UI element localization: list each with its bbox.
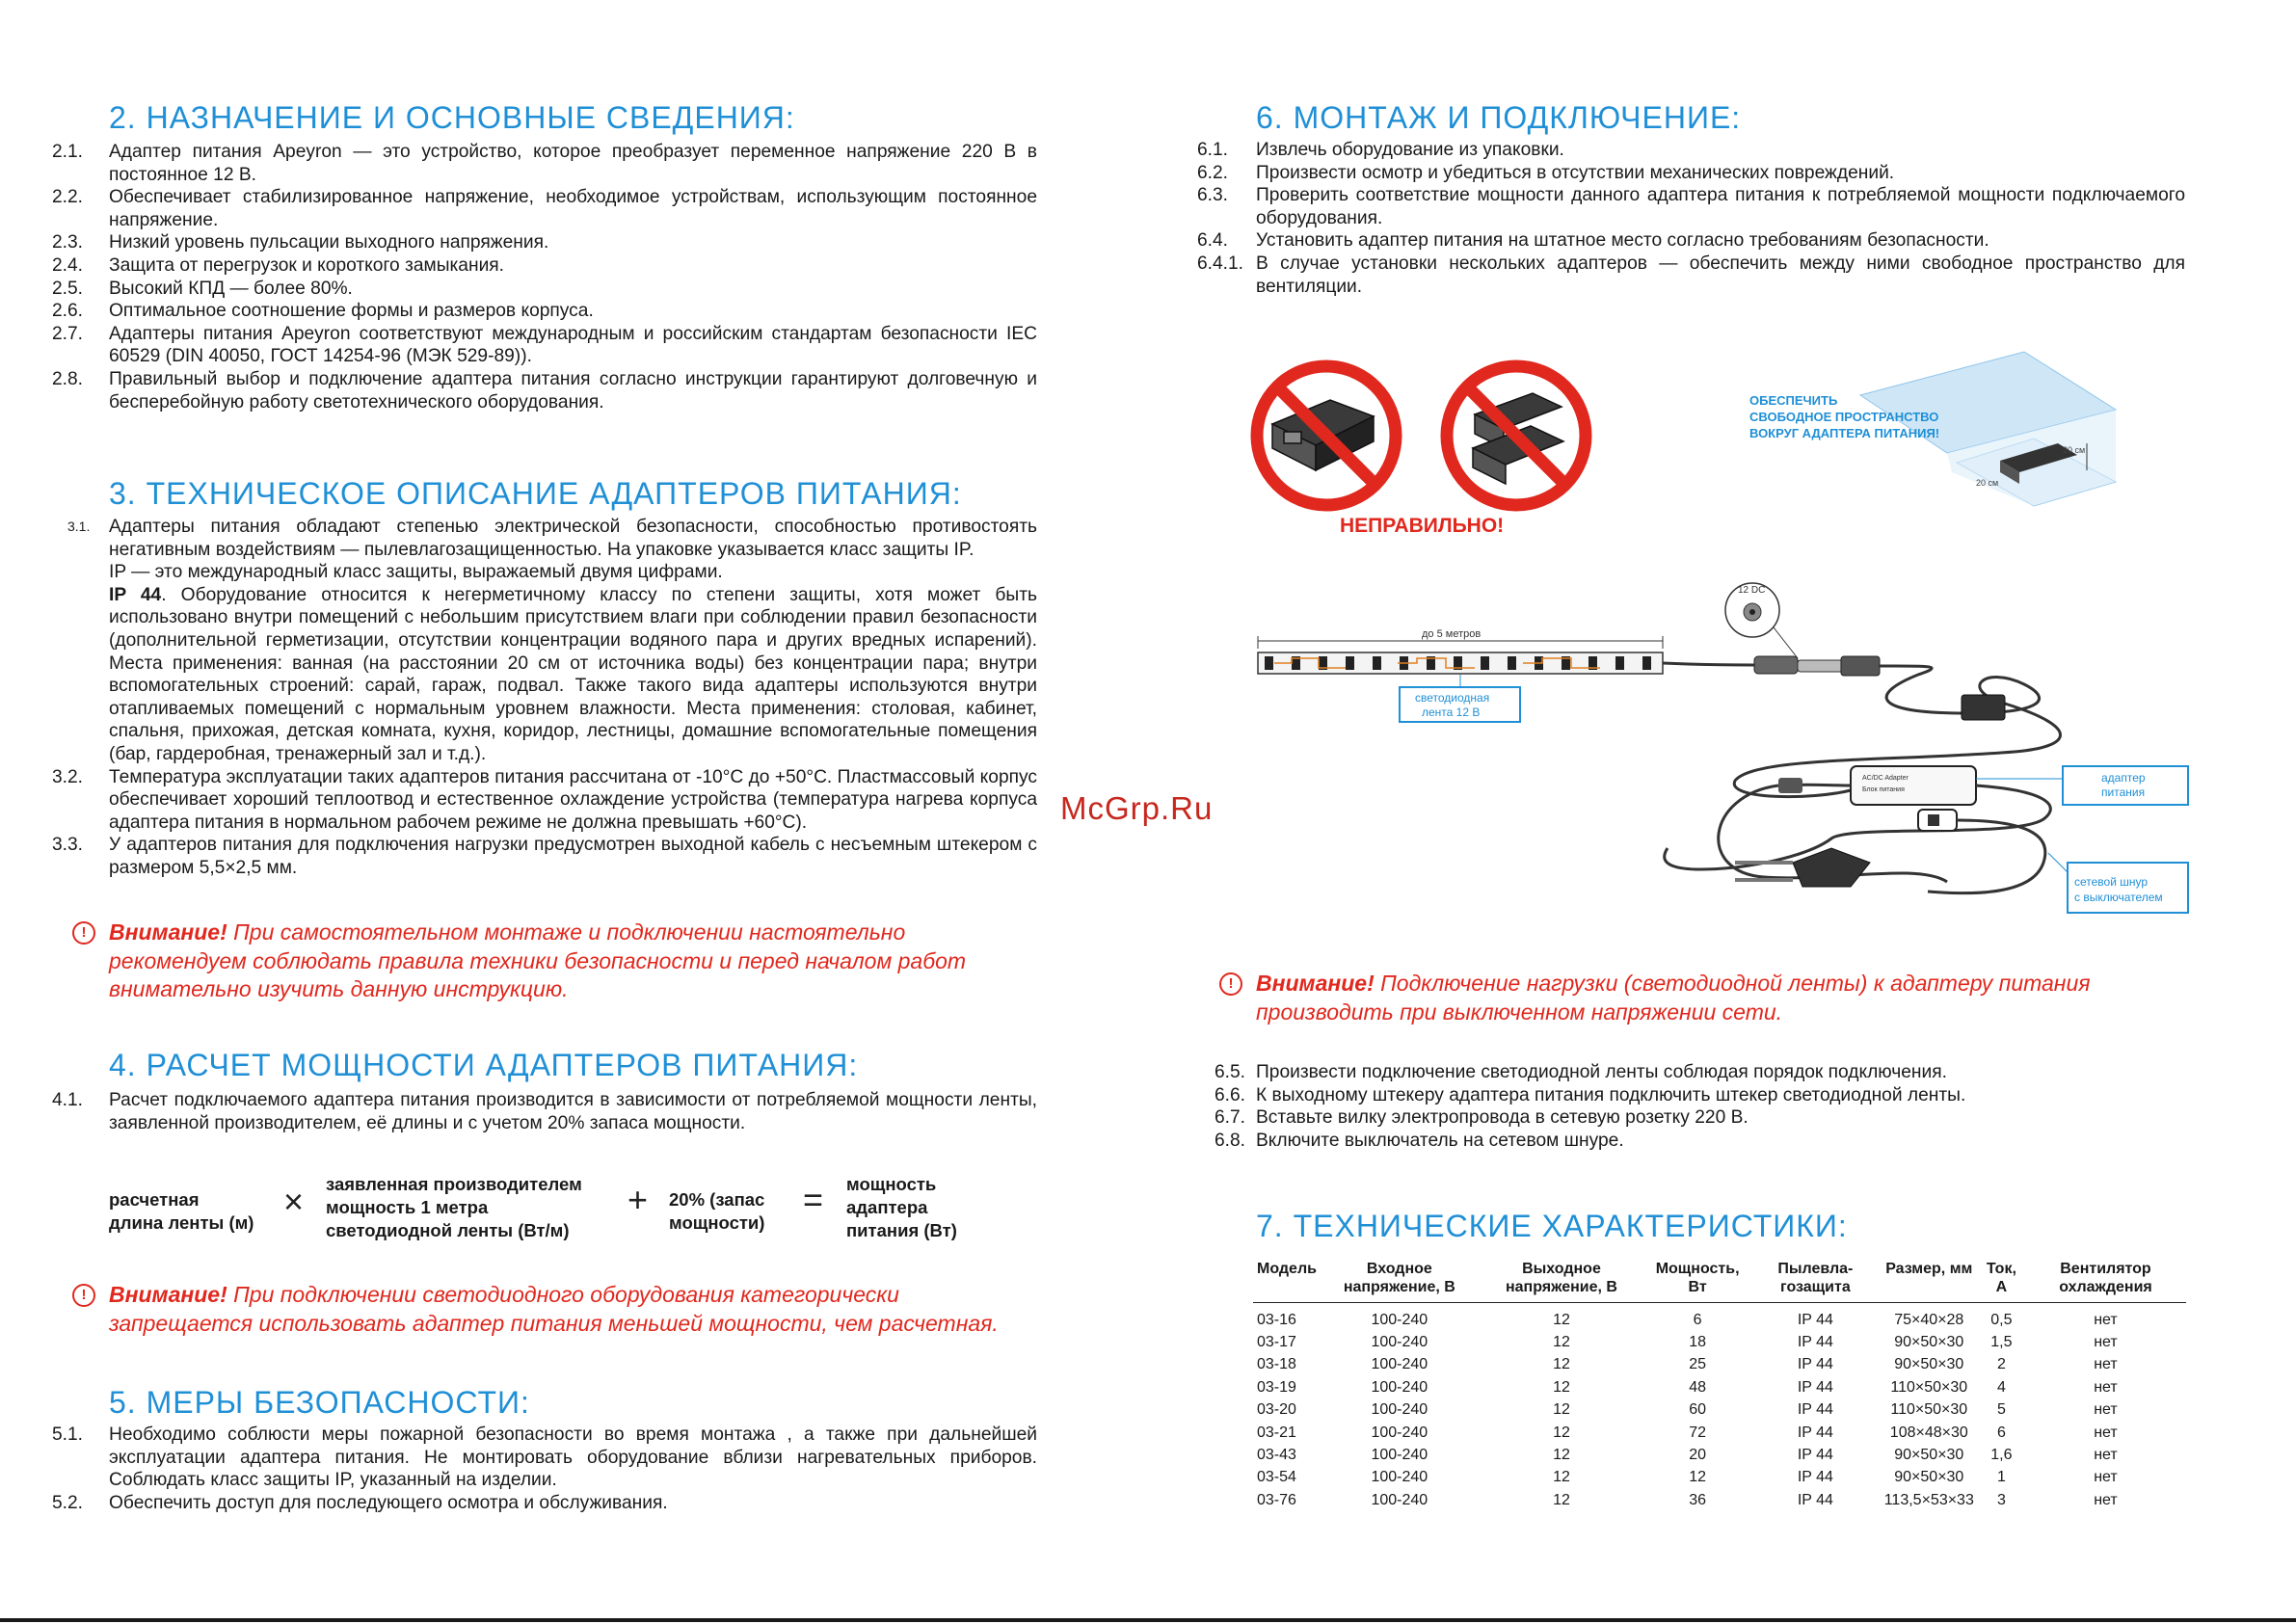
table-cell: 100-240 bbox=[1371, 1424, 1428, 1441]
section-4-title: 4. РАСЧЕТ МОЩНОСТИ АДАПТЕРОВ ПИТАНИЯ: bbox=[109, 1048, 859, 1082]
item-number: 3.1. bbox=[67, 519, 91, 534]
list-item bbox=[52, 766, 1037, 835]
list-item bbox=[52, 231, 1037, 254]
formula-power-per-meter bbox=[326, 1173, 615, 1242]
led-strip-label: лента 12 В bbox=[1422, 706, 1481, 719]
table-cell: 03-21 bbox=[1257, 1424, 1296, 1441]
table-cell: 110×50×30 bbox=[1890, 1401, 1968, 1419]
table-cell: 113,5×53×33 bbox=[1883, 1491, 1974, 1508]
strip-length-label: до 5 метров bbox=[1422, 628, 1482, 640]
table-header-cell: Мощность, Вт bbox=[1644, 1260, 1750, 1303]
item-text: Проверить соответствие мощности данного адаптера питания к потребляемой мощности подключаемого оборудования. bbox=[1256, 185, 2185, 228]
adapter-body bbox=[1851, 766, 1976, 805]
page-bottom-border bbox=[0, 1618, 2296, 1622]
table-row bbox=[1253, 1467, 2186, 1489]
cord-label: сетевой шнур bbox=[2074, 875, 2149, 889]
adapter-label: адаптер bbox=[2101, 771, 2146, 785]
section-5-list bbox=[52, 1424, 1037, 1514]
table-cell: 03-54 bbox=[1257, 1469, 1296, 1486]
prohibited-icon bbox=[1257, 366, 1396, 505]
wrong-label: НЕПРАВИЛЬНО! bbox=[1340, 515, 1505, 537]
list-item bbox=[52, 1424, 1037, 1492]
table-cell: 100-240 bbox=[1371, 1311, 1428, 1328]
section-2-title: 2. НАЗНАЧЕНИЕ И ОСНОВНЫЕ СВЕДЕНИЯ: bbox=[109, 100, 795, 135]
table-cell: 0,5 bbox=[1990, 1311, 2013, 1328]
item-text: Расчет подключаемого адаптера питания производится в зависимости от потребляемой мощности ленты, заявленной производителем, её длины и с учетом 20% запаса мощности. bbox=[109, 1090, 1037, 1133]
formula-text: питания (Вт) bbox=[846, 1220, 957, 1240]
wrong-mounting-illustration bbox=[1243, 357, 1610, 549]
table-row bbox=[1253, 1444, 2186, 1466]
warning-label: Внимание! bbox=[109, 919, 227, 945]
table-cell: 12 bbox=[1553, 1424, 1570, 1441]
list-item bbox=[1197, 162, 2185, 185]
formula-result bbox=[846, 1173, 1001, 1242]
warning-label: Внимание! bbox=[109, 1282, 227, 1307]
table-cell: нет bbox=[2094, 1356, 2118, 1373]
table-cell: 90×50×30 bbox=[1894, 1447, 1964, 1464]
table-cell: нет bbox=[2094, 1378, 2118, 1396]
table-cell: 3 bbox=[1996, 1491, 2006, 1508]
item-number: 2.7. bbox=[52, 323, 84, 344]
list-item bbox=[1215, 1084, 2183, 1107]
table-cell: 100-240 bbox=[1371, 1469, 1428, 1486]
formula-text: длина ленты (м) bbox=[109, 1212, 254, 1233]
formula-reserve bbox=[669, 1188, 794, 1235]
item-number: 3.3. bbox=[52, 835, 84, 856]
free-space-label: ВОКРУГ АДАПТЕРА ПИТАНИЯ! bbox=[1749, 426, 1940, 440]
table-cell: IP 44 bbox=[1797, 1491, 1833, 1508]
item-number: 6.7. bbox=[1215, 1107, 1246, 1129]
table-cell: 1,5 bbox=[1990, 1334, 2013, 1351]
item-text: К выходному штекеру адаптера питания подключить штекер светодиодной ленты. bbox=[1256, 1084, 1966, 1105]
table-cell: 25 bbox=[1689, 1356, 1706, 1373]
table-header-cell: Входное напряжение, В bbox=[1321, 1260, 1479, 1303]
item-number: 4.1. bbox=[52, 1090, 84, 1110]
table-header-cell: Ток, А bbox=[1978, 1260, 2025, 1303]
table-cell: 90×50×30 bbox=[1894, 1469, 1964, 1486]
adapter-body-text: AC/DC Adapter bbox=[1862, 775, 1909, 782]
table-cell: 18 bbox=[1689, 1334, 1706, 1351]
table-row bbox=[1253, 1489, 2186, 1511]
table-cell: 12 bbox=[1553, 1401, 1570, 1419]
watermark: McGrp.Ru bbox=[1060, 790, 1214, 826]
table-row bbox=[1253, 1376, 2186, 1398]
list-item bbox=[52, 300, 1037, 323]
item-text: Оптимальное соотношение формы и размеров корпуса. bbox=[109, 301, 594, 322]
list-item bbox=[1197, 139, 2185, 162]
table-cell: 100-240 bbox=[1371, 1378, 1428, 1396]
section-3-list bbox=[52, 516, 1037, 880]
item-text: Правильный выбор и подключение адаптера питания согласно инструкции гарантируют долговечную и бесперебойную работу светотехнического оборудования. bbox=[109, 368, 1037, 413]
formula-text: заявленная производителем bbox=[326, 1174, 582, 1194]
table-cell: 12 bbox=[1689, 1469, 1706, 1486]
free-space-illustration bbox=[1745, 347, 2125, 540]
item-text: Необходимо соблюсти меры пожарной безопасности во время монтажа , а также при дальнейшей эксплуатации адаптера питания. Не монтировать оборудование вблизи нагревательных приборов. Соблюдать класс защиты IP, указанный на изделии. bbox=[109, 1424, 1037, 1491]
table-cell: IP 44 bbox=[1797, 1401, 1833, 1419]
item-text: Низкий уровень пульсации выходного напряжения. bbox=[109, 232, 549, 253]
list-item bbox=[1215, 1061, 2183, 1084]
list-item bbox=[52, 1492, 1037, 1515]
table-cell: 03-76 bbox=[1257, 1491, 1296, 1508]
item-text: Вставьте вилку электропровода в сетевую розетку 220 В. bbox=[1256, 1107, 1749, 1129]
list-item bbox=[1215, 1106, 2183, 1130]
table-cell: нет bbox=[2094, 1469, 2118, 1486]
item-number: 6.5. bbox=[1215, 1062, 1246, 1082]
list-item bbox=[1197, 184, 2185, 229]
table-cell: 6 bbox=[1996, 1424, 2006, 1441]
warning-label: Внимание! bbox=[1256, 971, 1375, 996]
cord-label: с выключателем bbox=[2074, 891, 2163, 904]
table-row bbox=[1253, 1331, 2186, 1353]
free-space-label: СВОБОДНОЕ ПРОСТРАНСТВО bbox=[1749, 410, 1939, 424]
table-header-cell: Модель bbox=[1253, 1260, 1321, 1303]
item-number: 2.8. bbox=[52, 368, 84, 389]
table-cell: 12 bbox=[1553, 1378, 1570, 1396]
section-2-list bbox=[52, 141, 1037, 413]
table-header-cell: Вентилятор охлаждения bbox=[2025, 1260, 2186, 1303]
adapter-label: питания bbox=[2101, 785, 2146, 799]
item-number: 6.6. bbox=[1215, 1084, 1246, 1105]
item-text: Произвести подключение светодиодной ленты соблюдая порядок подключения. bbox=[1256, 1062, 1947, 1082]
section-6-list bbox=[1197, 139, 2185, 298]
list-item bbox=[52, 368, 1037, 413]
item-text: Установить адаптер питания на штатное место согласно требованиям безопасности. bbox=[1256, 230, 1989, 252]
table-cell: 12 bbox=[1553, 1334, 1570, 1351]
item-number: 6.2. bbox=[1197, 162, 1229, 183]
dimension-label: 20 см bbox=[2063, 445, 2086, 455]
table-cell: нет bbox=[2094, 1401, 2118, 1419]
formula-text: расчетная bbox=[109, 1189, 200, 1210]
table-cell: нет bbox=[2094, 1447, 2118, 1464]
item-text: Адаптер питания Apeyron — это устройство, которое преобразует переменное напряжение 220 В в постоянное 12 В. bbox=[109, 142, 1037, 185]
table-cell: 100-240 bbox=[1371, 1447, 1428, 1464]
table-cell: 48 bbox=[1689, 1378, 1706, 1396]
list-item bbox=[52, 1089, 1037, 1134]
equals-sign: = bbox=[803, 1180, 824, 1219]
formula-text: светодиодной ленты (Вт/м) bbox=[326, 1220, 570, 1240]
table-cell: 03-43 bbox=[1257, 1447, 1296, 1464]
formula-text: мощность 1 метра bbox=[326, 1197, 489, 1217]
table-cell: 03-18 bbox=[1257, 1356, 1296, 1373]
section-3-title: 3. ТЕХНИЧЕСКОЕ ОПИСАНИЕ АДАПТЕРОВ ПИТАНИЯ: bbox=[109, 476, 962, 511]
table-cell: 03-20 bbox=[1257, 1401, 1296, 1419]
table-cell: IP 44 bbox=[1797, 1447, 1833, 1464]
table-header-cell: Пылевла- гозащита bbox=[1750, 1260, 1881, 1303]
list-item bbox=[52, 323, 1037, 368]
table-cell: IP 44 bbox=[1797, 1334, 1833, 1351]
table-cell: 60 bbox=[1689, 1401, 1706, 1419]
plus-sign: + bbox=[627, 1180, 649, 1219]
paragraph: IP — это международный класс защиты, выражаемый двумя цифрами. bbox=[109, 562, 723, 583]
list-item bbox=[52, 254, 1037, 278]
table-row bbox=[1253, 1399, 2186, 1422]
item-number: 5.2. bbox=[52, 1492, 84, 1513]
paragraph-text: . Оборудование относится к негерметичному классу по степени защиты, хотя может быть использовано внутри помещений с небольшим присутствием влаги при соблюдении правил безопасности (дополнительной герметизации, отсутствии концентрации водяного пара и других вредных испарений). Места применения: ванная (на расстоянии 20 см от источника воды) без концентрации пара; внутри вспомогательных строений: сарай, гараж, подвал. Также такого вида адаптеры используются внутри отапливаемых помещений с нормальным уровнем влажности. Места применения: столовая, кабинет, спальня, прихожая, детская комната, кухня, коридор, лестницы, домашние вспомогательные помещения (бар, гардеробная, тренажерный зал и т.д.). bbox=[109, 584, 1037, 764]
section-6-list-continued bbox=[1215, 1061, 2183, 1152]
item-number: 6.8. bbox=[1215, 1130, 1246, 1151]
table-row bbox=[1253, 1354, 2186, 1376]
table-cell: 03-16 bbox=[1257, 1311, 1296, 1328]
item-number: 5.1. bbox=[52, 1424, 84, 1445]
table-cell: 12 bbox=[1553, 1356, 1570, 1373]
item-text: Обеспечивает стабилизированное напряжение, необходимое устройствам, использующим постоянное напряжение. bbox=[109, 187, 1037, 230]
table-cell: 2 bbox=[1996, 1356, 2006, 1373]
list-item bbox=[1197, 253, 2185, 298]
table-cell: 100-240 bbox=[1371, 1356, 1428, 1373]
list-item bbox=[52, 186, 1037, 231]
section-6-title: 6. МОНТАЖ И ПОДКЛЮЧЕНИЕ: bbox=[1256, 100, 1742, 135]
item-number: 2.3. bbox=[52, 232, 84, 253]
table-cell: 12 bbox=[1553, 1447, 1570, 1464]
table-cell: IP 44 bbox=[1797, 1311, 1833, 1328]
item-text: В случае установки нескольких адаптеров — обеспечить между ними свободное пространство для вентиляции. bbox=[1256, 253, 2185, 297]
exclamation-icon: ! bbox=[72, 921, 95, 945]
table-cell: 12 bbox=[1553, 1491, 1570, 1508]
table-cell: 12 bbox=[1553, 1311, 1570, 1328]
table-cell: нет bbox=[2094, 1424, 2118, 1441]
free-space-label: ОБЕСПЕЧИТЬ bbox=[1749, 393, 1838, 408]
dimension-label: 20 см bbox=[1976, 478, 1999, 488]
item-text: Защита от перегрузок и короткого замыкания. bbox=[109, 254, 505, 276]
table-cell: 03-17 bbox=[1257, 1334, 1296, 1351]
formula-text: 20% (запас bbox=[669, 1189, 765, 1210]
formula-length bbox=[109, 1188, 282, 1235]
table-row bbox=[1253, 1422, 2186, 1444]
item-number: 2.2. bbox=[52, 187, 84, 208]
item-text: Высокий КПД — более 80%. bbox=[109, 278, 353, 299]
item-number: 6.3. bbox=[1197, 185, 1229, 206]
table-cell: 75×40×28 bbox=[1894, 1311, 1964, 1328]
led-strip bbox=[1258, 628, 1663, 674]
formula-text: мощность bbox=[846, 1174, 937, 1194]
warning-text: При самостоятельном монтаже и подключении настоятельно рекомендуем соблюдать правила техники безопасности и перед началом работ внимательно изучить данную инструкцию. bbox=[109, 919, 967, 1001]
item-number: 2.1. bbox=[52, 142, 84, 162]
item-text bbox=[109, 516, 1037, 766]
item-number: 6.4. bbox=[1197, 230, 1229, 252]
section-4-list bbox=[52, 1089, 1037, 1134]
table-cell: IP 44 bbox=[1797, 1469, 1833, 1486]
paragraph: Адаптеры питания обладают степенью электрической безопасности, способностью противостоять негативным воздействиям — пылевлагозащищенностью. На упаковке указывается класс защиты IP. bbox=[109, 517, 1037, 560]
item-text: Температура эксплуатации таких адаптеров питания рассчитана от -10°C до +50°C. Пластмассовый корпус обеспечивает хороший теплоотвод и естественное охлаждение устройства (температура нагрева корпуса адаптера питания в нормальном рабочем режиме не должна превышать +60°C). bbox=[109, 766, 1037, 833]
connection-diagram bbox=[1253, 573, 2198, 930]
item-text: Адаптеры питания Apeyron соответствуют международным и российским стандартам безопасности IEC 60529 (DIN 40050, ГОСТ 14254-96 (МЭК 529-89)). bbox=[109, 323, 1037, 367]
table-cell: 72 bbox=[1689, 1424, 1706, 1441]
warning-text: При подключении светодиодного оборудования категорически запрещается использовать адаптер питания меньшей мощности, чем расчетная. bbox=[109, 1282, 999, 1336]
table-cell: 12 bbox=[1553, 1469, 1570, 1486]
table-cell: 6 bbox=[1693, 1311, 1702, 1328]
table-header-cell: Выходное напряжение, В bbox=[1479, 1260, 1645, 1303]
item-text: Обеспечить доступ для последующего осмотра и обслуживания. bbox=[109, 1492, 668, 1513]
list-item bbox=[52, 516, 1037, 766]
table-cell: 90×50×30 bbox=[1894, 1356, 1964, 1373]
specifications-table bbox=[1253, 1260, 2186, 1512]
item-number: 6.1. bbox=[1197, 140, 1229, 160]
table-cell: IP 44 bbox=[1797, 1356, 1833, 1373]
warning-text: Подключение нагрузки (светодиодной ленты) к адаптеру питания производить при выключенном напряжении сети. bbox=[1256, 971, 2091, 1025]
warning-block bbox=[81, 1281, 1034, 1338]
prohibited-icon bbox=[1447, 366, 1586, 505]
warning-block bbox=[1228, 970, 2181, 1026]
table-cell: 100-240 bbox=[1371, 1491, 1428, 1508]
item-text: Включите выключатель на сетевом шнуре. bbox=[1256, 1130, 1624, 1151]
item-text: Произвести осмотр и убедиться в отсутствии механических повреждений. bbox=[1256, 162, 1895, 183]
table-cell: 5 bbox=[1996, 1401, 2006, 1419]
table-cell: 4 bbox=[1996, 1378, 2006, 1396]
item-number: 3.2. bbox=[52, 766, 84, 787]
table-header-cell: Размер, мм bbox=[1881, 1260, 1978, 1303]
table-cell: 108×48×30 bbox=[1889, 1424, 1968, 1441]
dc-label: 12 DC bbox=[1738, 585, 1766, 596]
table-cell: 1,6 bbox=[1990, 1447, 2013, 1464]
list-item bbox=[52, 278, 1037, 301]
formula-text: мощности) bbox=[669, 1212, 765, 1233]
list-item bbox=[52, 834, 1037, 879]
multiply-sign: × bbox=[283, 1182, 305, 1221]
list-item bbox=[1215, 1130, 2183, 1153]
table-cell: нет bbox=[2094, 1491, 2118, 1508]
exclamation-icon: ! bbox=[72, 1284, 95, 1307]
section-7-title: 7. ТЕХНИЧЕСКИЕ ХАРАКТЕРИСТИКИ: bbox=[1256, 1209, 1848, 1243]
table-cell: 90×50×30 bbox=[1894, 1334, 1964, 1351]
item-text: Извлечь оборудование из упаковки. bbox=[1256, 140, 1564, 160]
table-cell: 36 bbox=[1689, 1491, 1706, 1508]
item-text: У адаптеров питания для подключения нагрузки предусмотрен выходной кабель с несъемным штекером с размером 5,5×2,5 мм. bbox=[109, 835, 1037, 878]
adapter-body-text: Блок питания bbox=[1862, 786, 1905, 793]
exclamation-icon: ! bbox=[1219, 972, 1242, 996]
table-cell: нет bbox=[2094, 1311, 2118, 1328]
item-number: 2.6. bbox=[52, 301, 84, 322]
table-cell: 100-240 bbox=[1371, 1401, 1428, 1419]
table-cell: 20 bbox=[1689, 1447, 1706, 1464]
section-3-items bbox=[52, 766, 1037, 880]
section-5-title: 5. МЕРЫ БЕЗОПАСНОСТИ: bbox=[109, 1385, 530, 1420]
item-number: 2.4. bbox=[52, 254, 84, 276]
table-cell: IP 44 bbox=[1797, 1424, 1833, 1441]
table-header-row bbox=[1253, 1260, 2186, 1303]
table-cell: 100-240 bbox=[1371, 1334, 1428, 1351]
formula-text: адаптера bbox=[846, 1197, 928, 1217]
warning-block bbox=[81, 918, 1034, 1004]
item-number: 6.4.1. bbox=[1197, 253, 1244, 274]
list-item bbox=[52, 141, 1037, 186]
table-cell: нет bbox=[2094, 1334, 2118, 1351]
table-cell: 1 bbox=[1996, 1469, 2006, 1486]
table-cell: 03-19 bbox=[1257, 1378, 1296, 1396]
led-strip-label: светодиодная bbox=[1415, 691, 1490, 705]
table-cell: 110×50×30 bbox=[1890, 1378, 1968, 1396]
item-number: 2.5. bbox=[52, 278, 84, 299]
list-item bbox=[1197, 229, 2185, 253]
paragraph bbox=[109, 584, 1037, 766]
ip44-label: IP 44 bbox=[109, 584, 162, 605]
table-row bbox=[1253, 1309, 2186, 1331]
table-cell: IP 44 bbox=[1797, 1378, 1833, 1396]
